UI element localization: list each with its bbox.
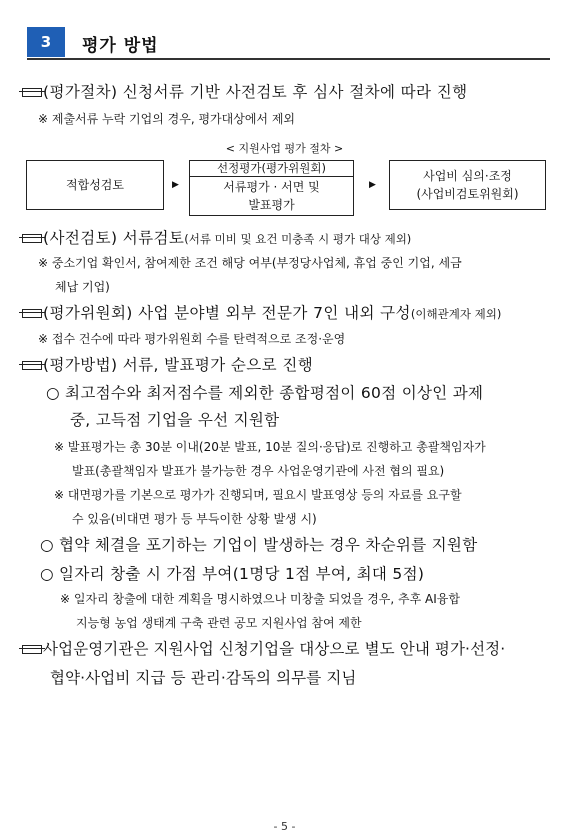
note-job-creation: ※ 일자리 창출에 대한 계획을 명시하였으나 미창출 되었을 경우, 추후 AI융합 (60, 592, 460, 606)
step-budget-line1: 사업비 심의·조정 (423, 169, 512, 183)
arrow-right-icon: ▶ (172, 180, 179, 190)
step-eligibility-review (26, 160, 164, 210)
section-title: 평가 방법 (82, 36, 159, 56)
circle-item-score-cont: 중, 고득점 기업을 우선 지원함 (70, 411, 280, 429)
diagram-caption: < 지원사업 평가 절차 > (225, 142, 344, 155)
item-text: 신청서류 기반 사전검토 후 심사 절차에 따라 진행 (117, 83, 468, 101)
arrow-right-icon: ▶ (369, 180, 376, 190)
page-number: - 5 - (273, 820, 296, 833)
item-small-text: (이해관계자 제외) (410, 307, 502, 321)
note-face-to-face-cont: 수 있음(비대면 평가 등 부득이한 상황 발생 시) (72, 512, 317, 526)
step-eligibility-label: 적합성검토 (66, 178, 124, 192)
item-operator-duty (22, 637, 505, 659)
square-bullet-icon (22, 645, 42, 654)
note-job-creation-cont: 지능형 농업 생태계 구축 관련 공모 지원사업 참여 제한 (76, 616, 362, 630)
square-bullet-icon (22, 309, 42, 318)
circle-item-job-bonus: ○ 일자리 창출 시 가점 부여(1명당 1점 부여, 최대 5점) (40, 565, 425, 583)
item-label: (평가위원회) (43, 304, 133, 322)
item-label: (사전검토) (43, 229, 118, 247)
note-presentation: ※ 발표평가는 총 30분 이내(20분 발표, 10분 질의·응답)로 진행하고 총괄책임자가 (54, 440, 486, 454)
item-text: 사업운영기관은 지원사업 신청기업을 대상으로 별도 안내 평가·선정· (43, 640, 506, 658)
note-sme-certificate: ※ 중소기업 확인서, 참여제한 조건 해당 여부(부정당사업체, 휴업 중인 기업, 세금 (38, 256, 462, 270)
step-budget-line2: (사업비검토위원회) (416, 187, 519, 201)
circle-item-next-rank: ○ 협약 체결을 포기하는 기업이 발생하는 경우 차순위를 지원함 (40, 536, 478, 554)
step-selection-line2: 발표평가 (248, 198, 295, 212)
item-pre-review (22, 226, 411, 248)
section-number-text: 3 (40, 33, 52, 51)
item-evaluation-method (22, 353, 313, 375)
note-sme-certificate-cont: 체납 기업) (55, 280, 110, 294)
step-selection-evaluation (189, 176, 354, 216)
item-label: (평가방법) (43, 356, 118, 374)
section-divider (27, 58, 550, 60)
item-operator-duty-cont: 협약·사업비 지급 등 관리·감독의 의무를 지님 (50, 669, 357, 687)
circle-item-score: ○ 최고점수와 최저점수를 제외한 종합평점이 60점 이상인 과제 (46, 384, 484, 402)
item-small-text: (서류 미비 및 요건 미충족 시 평가 대상 제외) (184, 232, 412, 246)
step-selection-line1: 서류평가 · 서면 및 (223, 180, 320, 194)
note-face-to-face: ※ 대면평가를 기본으로 평가가 진행되며, 필요시 발표영상 등의 자료를 요구할 (54, 488, 462, 502)
note-committee-adjust: ※ 접수 건수에 따라 평가위원회 수를 탄력적으로 조정·운영 (38, 332, 346, 346)
item-text: 서류검토 (117, 229, 185, 247)
section-number (27, 27, 65, 57)
step-selection-header (189, 160, 354, 177)
step-budget-review (389, 160, 546, 210)
square-bullet-icon (22, 88, 42, 97)
note-missing-documents: ※ 제출서류 누락 기업의 경우, 평가대상에서 제외 (38, 112, 296, 126)
item-evaluation-committee (22, 301, 501, 323)
item-label: (평가절차) (43, 83, 118, 101)
item-text: 서류, 발표평가 순으로 진행 (117, 356, 314, 374)
item-text: 사업 분야별 외부 전문가 7인 내외 구성 (132, 304, 411, 322)
square-bullet-icon (22, 234, 42, 243)
step-selection-header-label: 선정평가(평가위원회) (217, 160, 326, 175)
square-bullet-icon (22, 361, 42, 370)
note-presentation-cont: 발표(총괄책임자 발표가 불가능한 경우 사업운영기관에 사전 협의 필요) (72, 464, 445, 478)
item-evaluation-procedure (22, 80, 467, 102)
